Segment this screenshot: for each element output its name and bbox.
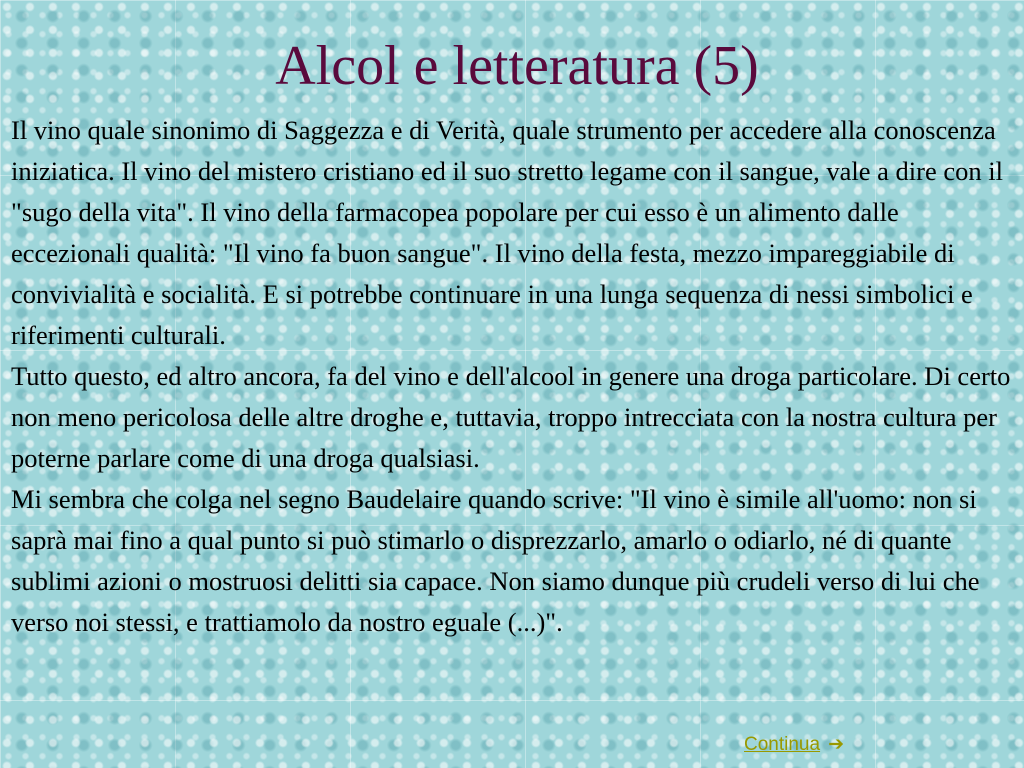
slide-body	[11, 110, 1011, 643]
continue-link-label: Continua	[744, 734, 821, 755]
body-paragraph: Mi sembra che colga nel segno Baudelaire quando scrive: "Il vino è simile all'uomo: non si saprà mai fino a qual punto si può stimarlo o disprezzarlo, amarlo o odiarlo, né di quante sublimi azioni o mostruosi delitti sia capace. Non siamo dunque più crudeli verso di lui che verso noi stessi, e trattiamolo da nostro eguale (...)".	[11, 484, 980, 637]
body-paragraph: Tutto questo, ed altro ancora, fa del vino e dell'alcool in genere una droga particolare. Di certo non meno pericolosa delle altre droghe e, tuttavia, troppo intrecciata con la nostra cultura per poterne parlare come di una droga qualsiasi.	[11, 361, 1011, 473]
continue-link[interactable]	[744, 733, 844, 756]
body-paragraph: Il vino quale sinonimo di Saggezza e di Verità, quale strumento per accedere alla conoscenza iniziatica. Il vino del mistero cristiano ed il suo stretto legame con il sangue, vale a dire con il "sugo della vita". Il vino della farmacopea popolare per cui esso è un alimento dalle eccezionali qualità: "Il vino fa buon sangue". Il vino della festa, mezzo impareggiabile di convivialità e socialità. E si potrebbe continuare in una lunga sequenza di nessi simbolici e riferimenti culturali.	[11, 115, 1003, 350]
arrow-right-icon: ➔	[828, 734, 844, 755]
slide-title: Alcol e letteratura (5)	[275, 35, 759, 97]
